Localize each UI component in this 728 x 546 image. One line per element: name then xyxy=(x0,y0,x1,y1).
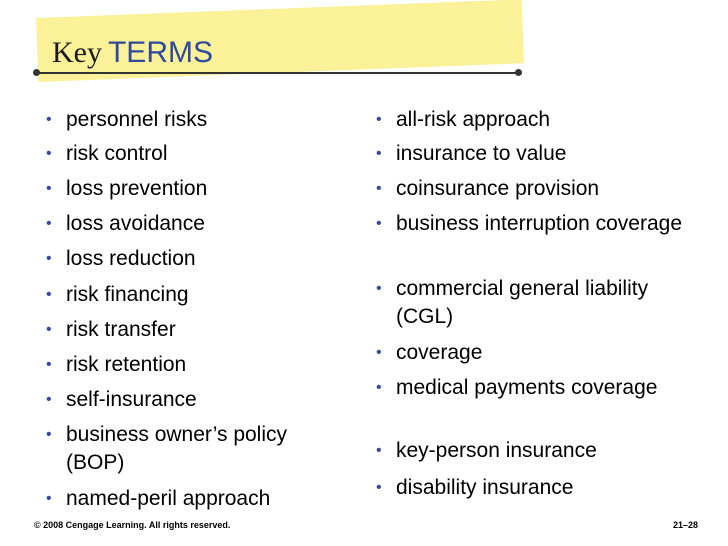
term-text: key-person insurance xyxy=(396,439,597,462)
page-number: 21–28 xyxy=(672,520,698,530)
bullet-icon: • xyxy=(376,379,382,396)
term-text: business owner’s policy (BOP) xyxy=(66,423,288,474)
term-text: coverage xyxy=(396,341,483,364)
term-text: risk financing xyxy=(66,283,189,306)
bullet-icon: • xyxy=(376,280,382,297)
list-item xyxy=(376,106,696,134)
term-text: insurance to value xyxy=(396,142,567,165)
bullet-icon: • xyxy=(46,250,52,267)
list-item xyxy=(46,316,346,344)
bullet-icon: • xyxy=(46,490,52,507)
bullet-icon: • xyxy=(376,111,382,128)
bullet-icon: • xyxy=(46,391,52,408)
title-divider xyxy=(36,72,518,74)
page-title xyxy=(52,36,213,70)
list-item xyxy=(376,175,696,203)
list-item xyxy=(46,140,346,168)
bullet-icon: • xyxy=(376,479,382,496)
list-item xyxy=(376,275,696,331)
list-item xyxy=(376,210,696,238)
bullet-icon: • xyxy=(376,180,382,197)
bullet-icon: • xyxy=(46,356,52,373)
list-item xyxy=(46,106,346,134)
list-item xyxy=(46,485,346,513)
bullet-icon: • xyxy=(376,442,382,459)
list-item xyxy=(46,210,346,238)
bullet-icon: • xyxy=(46,145,52,162)
term-text: risk control xyxy=(66,142,168,165)
term-text: loss prevention xyxy=(66,177,208,200)
term-text: loss avoidance xyxy=(66,212,205,235)
list-item xyxy=(46,351,346,379)
list-item xyxy=(376,140,696,168)
term-text: commercial general liability (CGL) xyxy=(396,277,649,328)
divider-end-dot xyxy=(515,69,522,76)
term-text: named-peril approach xyxy=(66,487,271,510)
bullet-icon: • xyxy=(46,111,52,128)
bullet-icon: • xyxy=(376,215,382,232)
bullet-icon: • xyxy=(46,215,52,232)
list-item xyxy=(46,421,346,477)
bullet-icon: • xyxy=(376,145,382,162)
list-item xyxy=(376,339,696,367)
list-item xyxy=(376,437,696,465)
term-text: risk retention xyxy=(66,353,187,376)
bullet-icon: • xyxy=(376,344,382,361)
term-text: disability insurance xyxy=(396,476,574,499)
bullet-icon: • xyxy=(46,180,52,197)
title-word-key: Key xyxy=(52,36,102,69)
term-text: all-risk approach xyxy=(396,108,551,131)
list-item xyxy=(376,374,696,402)
list-item xyxy=(376,474,696,502)
term-text: loss reduction xyxy=(66,247,196,270)
term-text: self-insurance xyxy=(66,388,197,411)
term-text: risk transfer xyxy=(66,318,176,341)
title-word-terms: TERMS xyxy=(107,36,213,69)
bullet-icon: • xyxy=(46,321,52,338)
term-text: medical payments coverage xyxy=(396,376,658,399)
list-item xyxy=(46,245,346,273)
term-text: personnel risks xyxy=(66,108,208,131)
term-text: business interruption coverage xyxy=(396,212,683,235)
bullet-icon: • xyxy=(46,426,52,443)
copyright-notice: © 2008 Cengage Learning. All rights reserved. xyxy=(34,520,231,530)
bullet-icon: • xyxy=(46,286,52,303)
list-item xyxy=(46,281,346,309)
list-item xyxy=(46,386,346,414)
term-text: coinsurance provision xyxy=(396,177,600,200)
divider-end-dot xyxy=(33,69,40,76)
list-item xyxy=(46,175,346,203)
